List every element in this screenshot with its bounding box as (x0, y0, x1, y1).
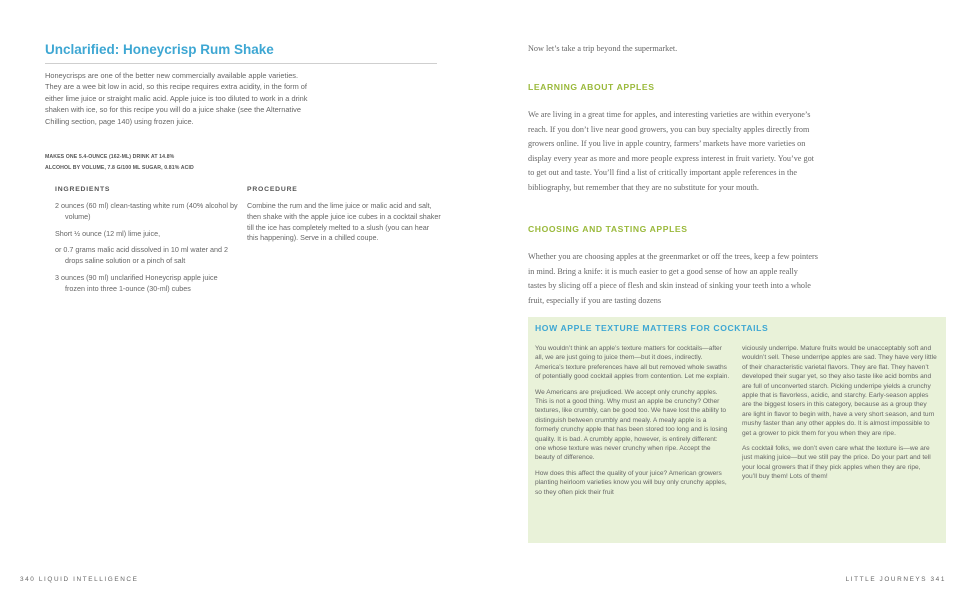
lead-sentence: Now let’s take a trip beyond the supermarket. (528, 44, 678, 53)
section-text-choosing: Whether you are choosing apples at the greenmarket or off the trees, keep a few pointers in mind. Bring a knife: it is much easier to get a good sense of how an apple really tastes by slicing off a piece of flesh and skin instead of sinking your teeth into a whole fruit, especially if you are tasting dozens (528, 252, 818, 305)
sidebar-column-1 (535, 344, 730, 503)
ingredient-item: Short ½ ounce (12 ml) lime juice, (55, 228, 161, 238)
texture-sidebar (528, 317, 946, 543)
recipe-title: Unclarified: Honeycrisp Rum Shake (45, 42, 437, 64)
ingredient-item: 3 ounces (90 ml) unclarified Honeycrisp apple juice frozen into three 1-ounce (30-ml) cubes (55, 272, 218, 293)
recipe-intro: Honeycrisps are one of the better new commercially available apple varieties. They are a wee bit low in acid, so this recipe requires extra acidity, in the form of either lime juice or straight malic acid. Apple juice is too diluted to work in a drink shaken with ice, so for this recipe you will do a juice shake (see the Alternative Chilling section, page 140) using frozen juice. (45, 71, 308, 126)
section-text-learning: We are living in a great time for apples, and interesting varieties are within everyone’s reach. If you don’t live near good growers, you can buy specialty apples directly from growers online. If you live in apple country, farmers’ markets have more varieties on display every year as more and more people express interest in fruit variety. You’ve got to get out and taste. You’ll find a list of critically important apple references in the bibliography, but remember that they are no substitute for your mouth. (528, 110, 814, 192)
ingredient-item: 2 ounces (60 ml) clean-tasting white rum (40% alcohol by volume) (55, 201, 238, 221)
procedure-heading: PROCEDURE (247, 186, 298, 193)
recipe-yield (45, 152, 365, 173)
ingredients-heading: INGREDIENTS (55, 186, 111, 193)
section-heading-learning: LEARNING ABOUT APPLES (528, 82, 655, 92)
section-heading-choosing: CHOOSING AND TASTING APPLES (528, 224, 688, 234)
sidebar-paragraph: viciously underripe. Mature fruits would be unacceptably soft and wouldn’t sell. These underripe apples are sad. They have very little of their characteristic varietal flavors. They are flat. They haven’t developed their sugar yet, so they also taste like acid bombs and are full of unconverted starch. Picking underripe yields a crunchy apple that is flavorless, acidic, and starchy. Early-season apples are the biggest losers in this category, because as a group they are light in flavor to begin with, have a very short season, and turn mushy faster than any other apples do. It is almost impossible to get a grower to pick them for you when they are ripe. (742, 345, 937, 437)
sidebar-paragraph: How does this affect the quality of your juice? American growers planting heirloom varieties know you will buy only crunchy apples, so they often pick their fruit (535, 469, 727, 496)
sidebar-column-2 (742, 344, 937, 488)
page-footer-right: LITTLE JOURNEYS 341 (845, 576, 946, 583)
sidebar-paragraph: We Americans are prejudiced. We accept only crunchy apples. This is not a good thing. Why must an apple be crunchy? Other textures, like crumbly, can be good too. We have lost the ability to distinguish between crumbly and mealy. A mealy apple is a formerly crunchy apple that has been stored too long and is losing quality. It is bad. A crumbly apple, however, is entirely different: one whose texture was never crunchy when ripe. Accept the beauty of difference. (535, 388, 728, 462)
sidebar-paragraph: As cocktail folks, we don’t even care what the texture is—we are just making juice—but we still pay the price. Do your part and tell your local growers that if they pick apples when they are ripe, you’ll buy them! Lots of them! (742, 445, 931, 481)
sidebar-title: HOW APPLE TEXTURE MATTERS FOR COCKTAILS (535, 323, 769, 333)
sidebar-paragraph: You wouldn’t think an apple’s texture matters for cocktails—after all, we are just going to juice them—but it does, indirectly. America’s texture preferences have all but removed whole swaths of potentially good cocktail apples from contention. Let me explain. (535, 345, 730, 381)
recipe-yield-line-2: ALCOHOL BY VOLUME, 7.8 G/100 ML SUGAR, 0.81% ACID (45, 164, 194, 171)
recipe-yield-line-1: MAKES ONE 5.4-OUNCE (162-ML) DRINK AT 14.8% (45, 154, 175, 160)
ingredients-list (55, 201, 239, 301)
page-footer-left: 340 LIQUID INTELLIGENCE (20, 576, 139, 583)
right-page (483, 0, 966, 604)
ingredient-item: or 0.7 grams malic acid dissolved in 10 ml water and 2 drops saline solution or a pinch of salt (55, 245, 228, 266)
procedure-text: Combine the rum and the lime juice or malic acid and salt, then shake with the apple juice ice cubes in a cocktail shaker till the ice has completely melted to a slush (you can hear this happening). Serve in a chilled coupe. (247, 201, 441, 243)
